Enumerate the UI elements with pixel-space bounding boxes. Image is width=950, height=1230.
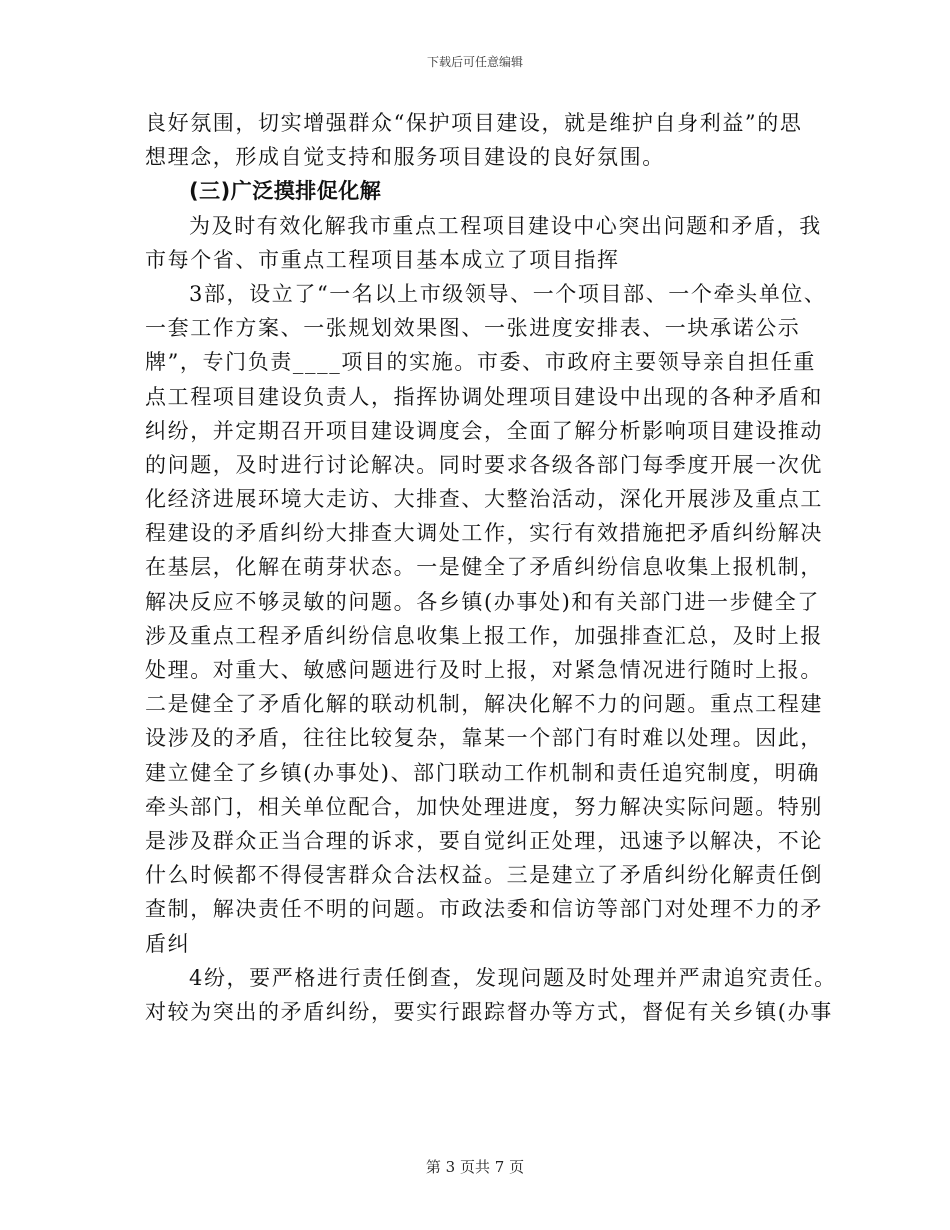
text-line: 对较为突出的矛盾纠纷，要实行跟踪督办等方式，督促有关乡镇(办事 [145, 999, 833, 1024]
text-line: 为及时有效化解我市重点工程项目建设中心突出问题和矛盾，我 [189, 213, 822, 238]
page-footer: 第 3 页共 7 页 [425, 1158, 525, 1176]
text-line: 牵头部门，相关单位配合，加快处理进度，努力解决实际问题。特别 [145, 794, 823, 819]
text-line: 在基层，化解在萌芽状态。一是健全了矛盾纠纷信息收集上报机制， [145, 555, 823, 580]
text-line: 查制，解决责任不明的问题。市政法委和信访等部门对处理不力的矛 [145, 897, 823, 922]
text-line: 程建设的矛盾纠纷大排查大调处工作，实行有效措施把矛盾纠纷解决 [145, 521, 823, 546]
text-line: 良好氛围，切实增强群众“保护项目建设，就是维护自身利益”的思 [145, 111, 803, 135]
text-line: 建立健全了乡镇(办事处)、部门联动工作机制和责任追究制度，明确 [145, 760, 820, 785]
text-line: 什么时候都不得侵害群众合法权益。三是建立了矛盾纠纷化解责任倒 [145, 863, 823, 888]
document-body [145, 106, 837, 1029]
text-line: 纠纷，并定期召开项目建设调度会，全面了解分析影响项目建设推动 [145, 418, 823, 443]
text-line: 涉及重点工程矛盾纠纷信息收集上报工作，加强排查汇总，及时上报 [145, 623, 823, 648]
text-line: 处理。对重大、敏感问题进行及时上报，对紧急情况进行随时上报。 [145, 658, 823, 682]
text-line: 市每个省、市重点工程项目基本成立了项目指挥 [145, 247, 620, 272]
text-line: 解决反应不够灵敏的问题。各乡镇(办事处)和有关部门进一步健全了 [145, 589, 820, 614]
text-line: 的问题，及时进行讨论解决。同时要求各级各部门每季度开展一次优 [145, 452, 823, 477]
section-heading: (三)广泛摸排促化解 [189, 179, 382, 204]
text-line: 是涉及群众正当合理的诉求，要自觉纠正处理，迅速予以解决，不论 [145, 828, 823, 853]
text-line: 3部，设立了“一名以上市级领导、一个项目部、一个牵头单位、 [189, 281, 827, 306]
text-line: 化经济进展环境大走访、大排查、大整治活动，深化开展涉及重点工 [145, 487, 823, 512]
text-line: 二是健全了矛盾化解的联动机制，解决化解不力的问题。重点工程建 [145, 692, 823, 717]
text-line: 点工程项目建设负责人，指挥协调处理项目建设中出现的各种矛盾和 [145, 384, 823, 409]
text-line: 4纷，要严格进行责任倒查，发现问题及时处理并严肃追究责任。 [189, 965, 837, 990]
text-line: 盾纠 [145, 931, 191, 956]
page-header: 下载后可任意编辑 [426, 55, 523, 69]
text-line: 牌”，专门负责____项目的实施。市委、市政府主要领导亲自担任重 [145, 350, 816, 375]
text-line: 一套工作方案、一张规划效果图、一张进度安排表、一块承诺公示 [145, 316, 801, 341]
text-line: 想理念，形成自觉支持和服务项目建设的良好氛围。 [145, 145, 665, 170]
text-line: 设涉及的矛盾，往往比较复杂，靠某一个部门有时难以处理。因此， [145, 726, 823, 751]
